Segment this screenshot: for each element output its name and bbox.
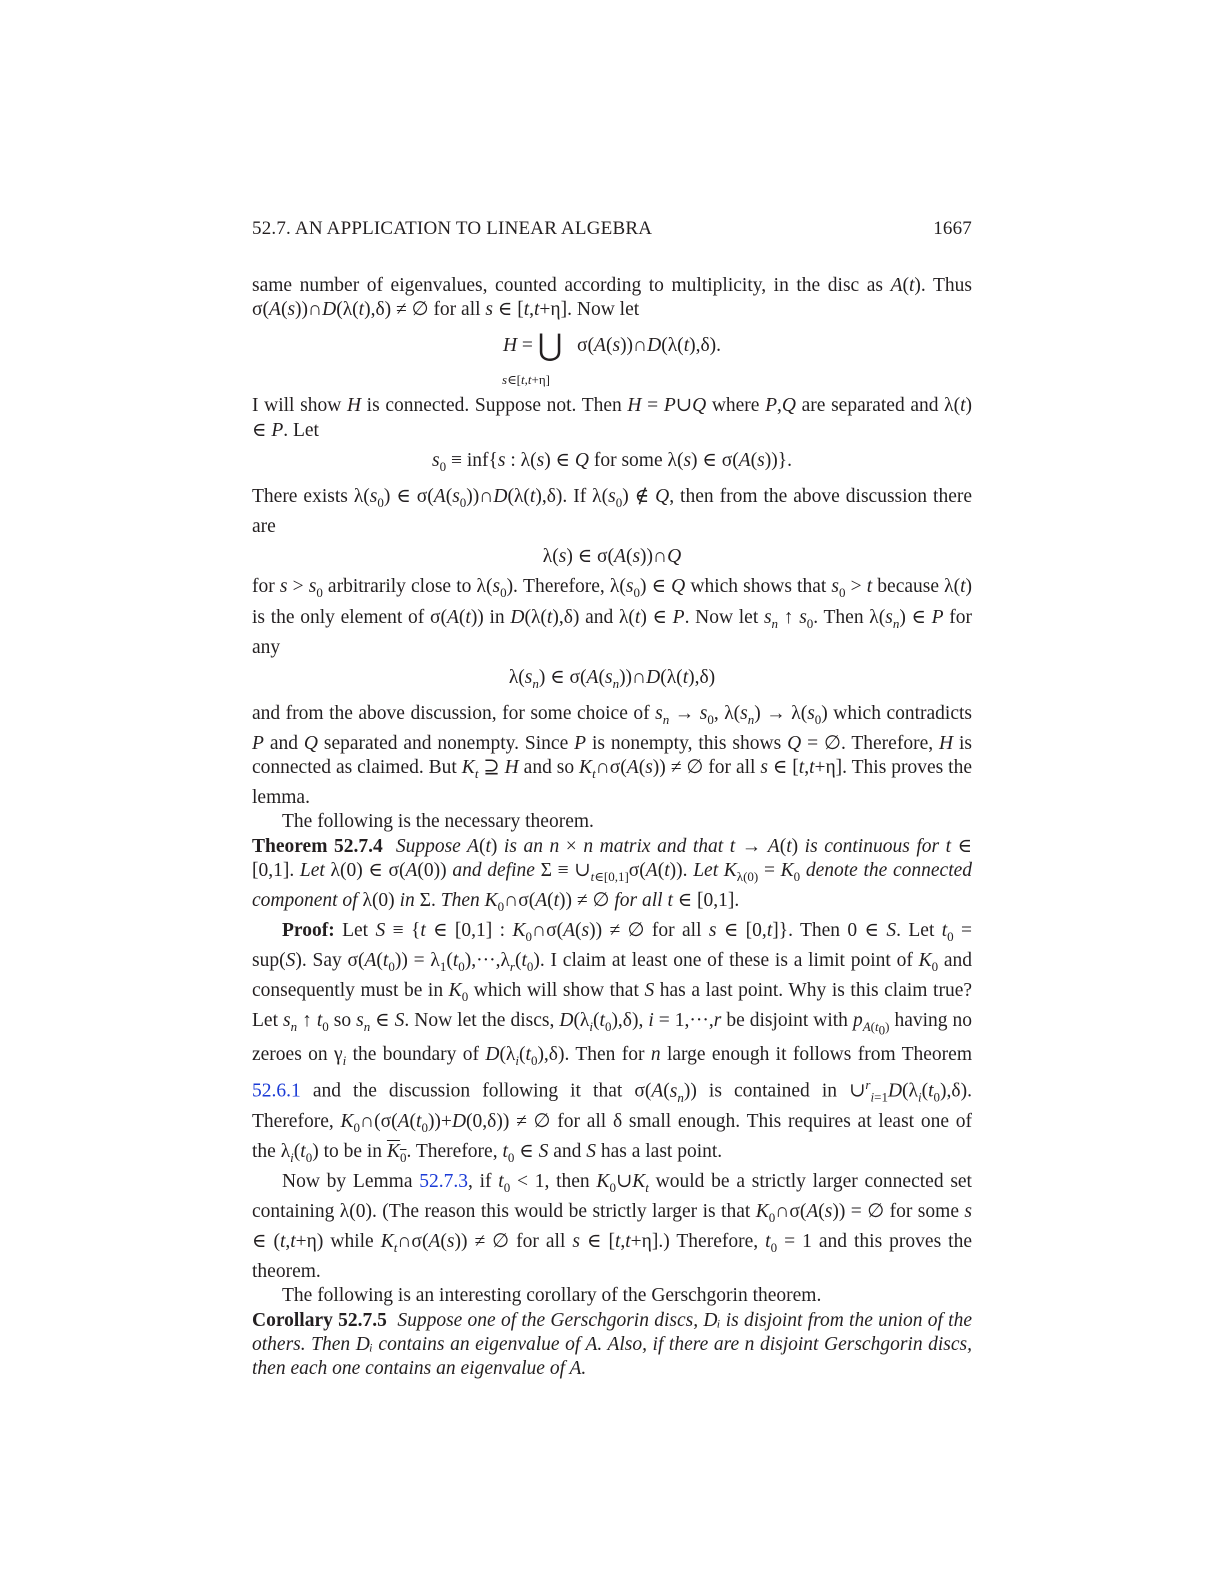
page-body xyxy=(252,274,972,1381)
theorem-link[interactable]: 52.6.1 xyxy=(252,1080,301,1102)
running-header xyxy=(252,218,972,246)
paragraph: The following is an interesting corollary of the Gerschgorin theorem. xyxy=(282,1285,822,1307)
equation-s0: $s_0 \equiv inf\{s$ : λ(s) ∈ Q for some λ(s) ∈ σ(A(s))}. xyxy=(432,449,792,474)
proof-label: Proof: xyxy=(282,920,335,942)
theorem-label: Theorem 52.7.4 xyxy=(252,835,383,857)
page-number: 1667 xyxy=(933,218,972,239)
paragraph: Now by Lemma 52.7.3, if $t_0 < 1$, then $K_0\cup K_t$ would be a strictly larger connected set containing λ(0). (The reason this would be strictly larger is that $K_0\cap\sigma(A(s))$ = ∅ for some s ∈ (t,t+η) while $K_t\cap\sigma(A(s))$ ≠ ∅ for all s ∈ [t,t+η].) Therefore, $t_0 = 1$ and this proves the theorem. xyxy=(252,1170,973,1283)
equation-lambda-s: λ(s) ∈ σ(A(s))∩Q xyxy=(542,546,682,568)
theorem-52-7-4: Theorem 52.7.4 Suppose A(t) is an n × n matrix and that t → A(t) is continuous for t ∈ [0,1]. Let λ(0) ∈ σ(A(0)) and define $\Sigma \equiv \cup_{t\in[0,1]}\sigma(A(t))$. Let $K_{\lambda(0)} = K_0$ denote the connected component of λ(0) in Σ. Then $K_0\cap\sigma(A(t))$ ≠ ∅ for all t ∈ [0,1]. xyxy=(252,835,973,914)
corollary-label: Corollary 52.7.5 xyxy=(252,1309,387,1331)
paragraph: There exists $\lambda(s_0)$ ∈ $\sigma(A(s_0))\cap D(\lambda(t),\delta)$. If $\lambda(s_0)$ ∉ Q, then from the above discussion there are xyxy=(252,485,972,537)
paragraph: for $s > s_0$ arbitrarily close to $\lambda(s_0)$. Therefore, $\lambda(s_0)$ ∈ Q which shows that $s_0 > t$ because λ(t) is the only element of σ(A(t)) in D(λ(t),δ) and λ(t) ∈ P. Now let $s_n$ ↑ $s_0$. Then $\lambda(s_n)$ ∈ P for any xyxy=(252,576,973,658)
paragraph: The following is the necessary theorem. xyxy=(282,811,594,833)
section-title: 52.7. AN APPLICATION TO LINEAR ALGEBRA xyxy=(252,218,653,239)
paragraph: same number of eigenvalues, counted according to multiplicity, in the disc as A(t). Thus σ(A(s))∩D(λ(t),δ) ≠ ∅ for all s ∈ [t,t+η]. Now let xyxy=(252,275,972,321)
corollary-52-7-5 xyxy=(252,1309,972,1382)
lemma-link[interactable]: 52.7.3 xyxy=(419,1170,468,1192)
equation-H: H = ⋃ σ(A(s))∩D(λ(t),δ). s∈[t,t+η] xyxy=(502,329,722,388)
paragraph: I will show H is connected. Suppose not. Then H = P∪Q where P,Q are separated and λ(t) ∈ P. Let xyxy=(252,395,973,441)
equation-lambda-sn: $\lambda(s_n)$ ∈ $\sigma(A(s_n))\cap D(\lambda(t),\delta)$ xyxy=(508,666,716,691)
proof: Proof: Let S ≡ {t ∈ [0,1] : $K_0\cap\sigma(A(s))$ ≠ ∅ for all s ∈ [0,t]}. Then 0 ∈ S. Let $t_0 = sup(S)$. Say $\sigma(A(t_0)) = \lambda_1(t_0),\cdot\cdot\cdot,\lambda_r(t_0)$. I claim at least one of these is a limit point of $K_0$ and consequently must be in $K_0$ which will show that S has a last point. Why is this claim true? Let $s_n$ ↑ $t_0$ so $s_n$ ∈ S. Now let the discs, $D(\lambda_i(t_0),\delta)$, i = 1,···,r be disjoint with $p_{A(t_0)}$ having no zeroes on $\gamma_i$ the boundary of $D(\lambda_i(t_0),\delta)$. Then for n large enough it follows from Theorem 52.6.1 and the discussion following it that $\sigma(A(s_n))$ is contained in $\cup^r_{i=1}D(\lambda_i(t_0),\delta)$. Therefore, $K_0\cap(\sigma(A(t_0))+D(0,\delta))$ ≠ ∅ for all δ small enough. This requires at least one of the $\lambda_i(t_0)$ to be in $K_0$. Therefore, $t_0$ ∈ S and S has a last point. xyxy=(252,920,973,1165)
corollary-body: Suppose one of the Gerschgorin discs, Dᵢ is disjoint from the union of the others. Then Dᵢ contains an eigenvalue of A. Also, if there are n disjoint Gerschgorin discs, then each one contains an eigenvalue of A. xyxy=(252,1309,972,1380)
paragraph: and from the above discussion, for some choice of $s_n \to s_0$, $\lambda(s_n) \to \lambda(s_0)$ which contradicts P and Q separated and nonempty. Since P is nonempty, this shows Q = ∅. Therefore, H is connected as claimed. But $K_t$ ⊇ H and so $K_t\cap\sigma(A(s))$ ≠ ∅ for all s ∈ [t,t+η]. This proves the lemma. xyxy=(252,702,972,809)
